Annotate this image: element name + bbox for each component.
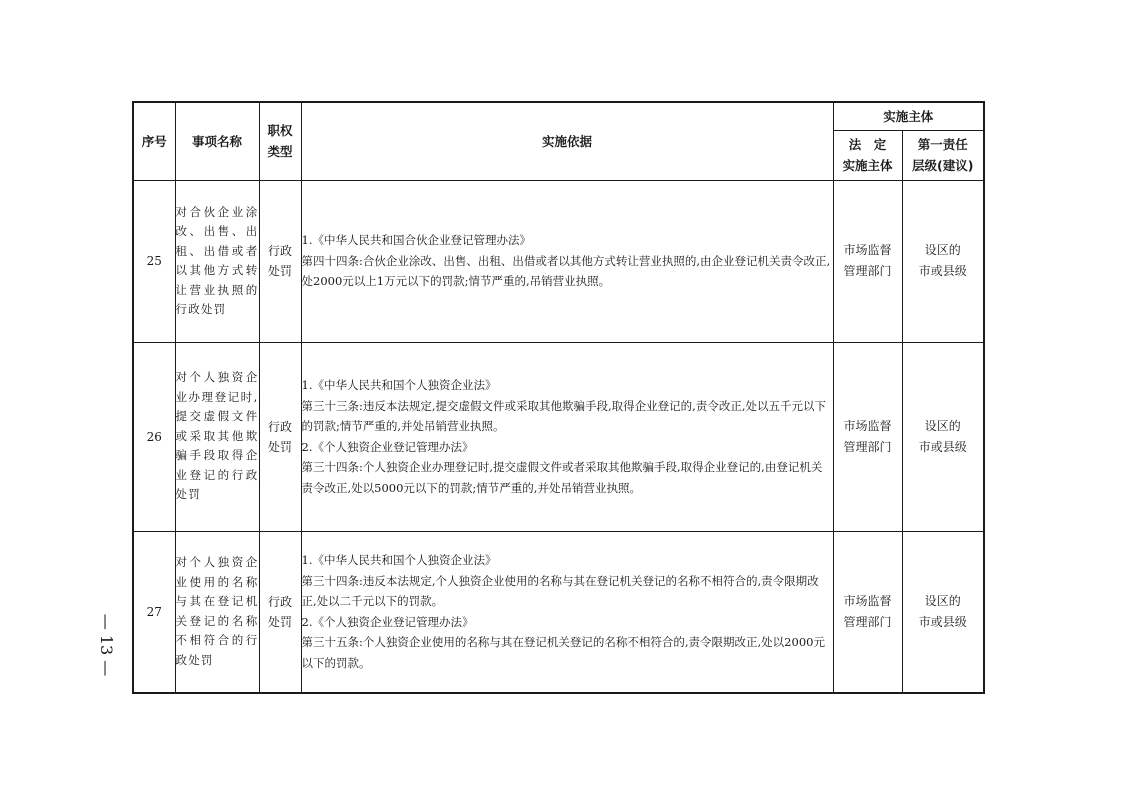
basis-line: 第三十四条:违反本法规定,个人独资企业使用的名称与其在登记机关登记的名称不相符合的,责令限期改正,处以二千元以下的罚款。 xyxy=(301,573,819,609)
header-first-level-line1: 第一责任 xyxy=(917,137,968,152)
row-basis xyxy=(301,342,833,531)
header-basis: 实施依据 xyxy=(301,102,833,180)
legal-subject-line1: 市场监督 xyxy=(843,593,892,608)
row-legal-subject xyxy=(833,531,902,693)
header-type-line1: 职权 xyxy=(267,123,293,139)
row-name: 对个人独资企业办理登记时,提交虚假文件或采取其他欺骗手段取得企业登记的行政处罚 xyxy=(175,342,259,531)
first-level-line1: 设区的 xyxy=(924,418,961,433)
header-name: 事项名称 xyxy=(175,102,259,180)
basis-line: 1.《中华人民共和国个人独资企业法》 xyxy=(301,553,497,568)
header-legal-subject xyxy=(833,130,902,180)
row-seq: 25 xyxy=(133,180,175,342)
table-row xyxy=(133,531,984,693)
basis-line: 2.《个人独资企业登记管理办法》 xyxy=(301,439,474,454)
header-subject-group: 实施主体 xyxy=(833,102,984,130)
row-first-level xyxy=(902,180,984,342)
row-legal-subject xyxy=(833,180,902,342)
row-type-line2: 处罚 xyxy=(267,264,292,278)
header-first-level-line2: 层级(建议) xyxy=(912,158,974,173)
legal-subject-line1: 市场监督 xyxy=(843,243,892,257)
table-row xyxy=(133,342,984,531)
legal-subject-line1: 市场监督 xyxy=(843,418,892,433)
row-basis xyxy=(301,180,833,342)
header-legal-subject-line1: 法 定 xyxy=(848,137,887,152)
row-type xyxy=(259,531,301,693)
row-type-line1: 行政 xyxy=(267,594,292,609)
first-level-line2: 市或县级 xyxy=(918,264,967,278)
row-seq: 27 xyxy=(133,531,175,693)
page-number: — 13 — xyxy=(97,613,117,677)
basis-line: 1.《中华人民共和国个人独资企业法》 xyxy=(301,378,497,392)
row-type-line2: 处罚 xyxy=(267,614,292,629)
first-level-line1: 设区的 xyxy=(924,593,961,608)
row-name: 对个人独资企业使用的名称与其在登记机关登记的名称不相符合的行政处罚 xyxy=(175,531,259,693)
row-type-line1: 行政 xyxy=(267,419,292,434)
basis-line: 第四十四条:合伙企业涂改、出售、出租、出借或者以其他方式转让营业执照的,由企业登记机关责令改正,处2000元以上1万元以下的罚款;情节严重的,吊销营业执照。 xyxy=(301,253,831,289)
enforcement-table xyxy=(132,101,985,694)
row-seq: 26 xyxy=(133,342,175,531)
row-type xyxy=(259,180,301,342)
table-header-row xyxy=(133,102,984,130)
row-basis xyxy=(301,531,833,693)
first-level-line1: 设区的 xyxy=(924,243,961,257)
row-legal-subject xyxy=(833,342,902,531)
first-level-line2: 市或县级 xyxy=(918,614,967,629)
basis-line: 2.《个人独资企业登记管理办法》 xyxy=(301,614,474,629)
table-row xyxy=(133,180,984,342)
header-seq: 序号 xyxy=(133,102,175,180)
legal-subject-line2: 管理部门 xyxy=(843,614,892,629)
row-first-level xyxy=(902,342,984,531)
legal-subject-line2: 管理部门 xyxy=(843,264,892,278)
header-legal-subject-line2: 实施主体 xyxy=(842,158,893,173)
basis-line: 第三十三条:违反本法规定,提交虚假文件或采取其他欺骗手段,取得企业登记的,责令改正,处以五千元以下的罚款;情节严重的,并处吊销营业执照。 xyxy=(301,398,826,433)
header-type xyxy=(259,102,301,180)
row-name: 对合伙企业涂改、出售、出租、出借或者以其他方式转让营业执照的行政处罚 xyxy=(175,180,259,342)
row-first-level xyxy=(902,531,984,693)
basis-line: 1.《中华人民共和国合伙企业登记管理办法》 xyxy=(301,233,531,248)
basis-line: 第三十五条:个人独资企业使用的名称与其在登记机关登记的名称不相符合的,责令限期改正,处以2000元以下的罚款。 xyxy=(301,635,825,670)
row-type xyxy=(259,342,301,531)
row-type-line2: 处罚 xyxy=(267,439,292,454)
header-type-line2: 类型 xyxy=(267,144,293,160)
row-type-line1: 行政 xyxy=(267,244,292,258)
legal-subject-line2: 管理部门 xyxy=(843,439,892,454)
first-level-line2: 市或县级 xyxy=(918,439,967,454)
header-first-level xyxy=(902,130,984,180)
basis-line: 第三十四条:个人独资企业办理登记时,提交虚假文件或者采取其他欺骗手段,取得企业登记的,由登记机关责令改正,处以5000元以下的罚款;情节严重的,并处吊销营业执照。 xyxy=(301,460,823,495)
